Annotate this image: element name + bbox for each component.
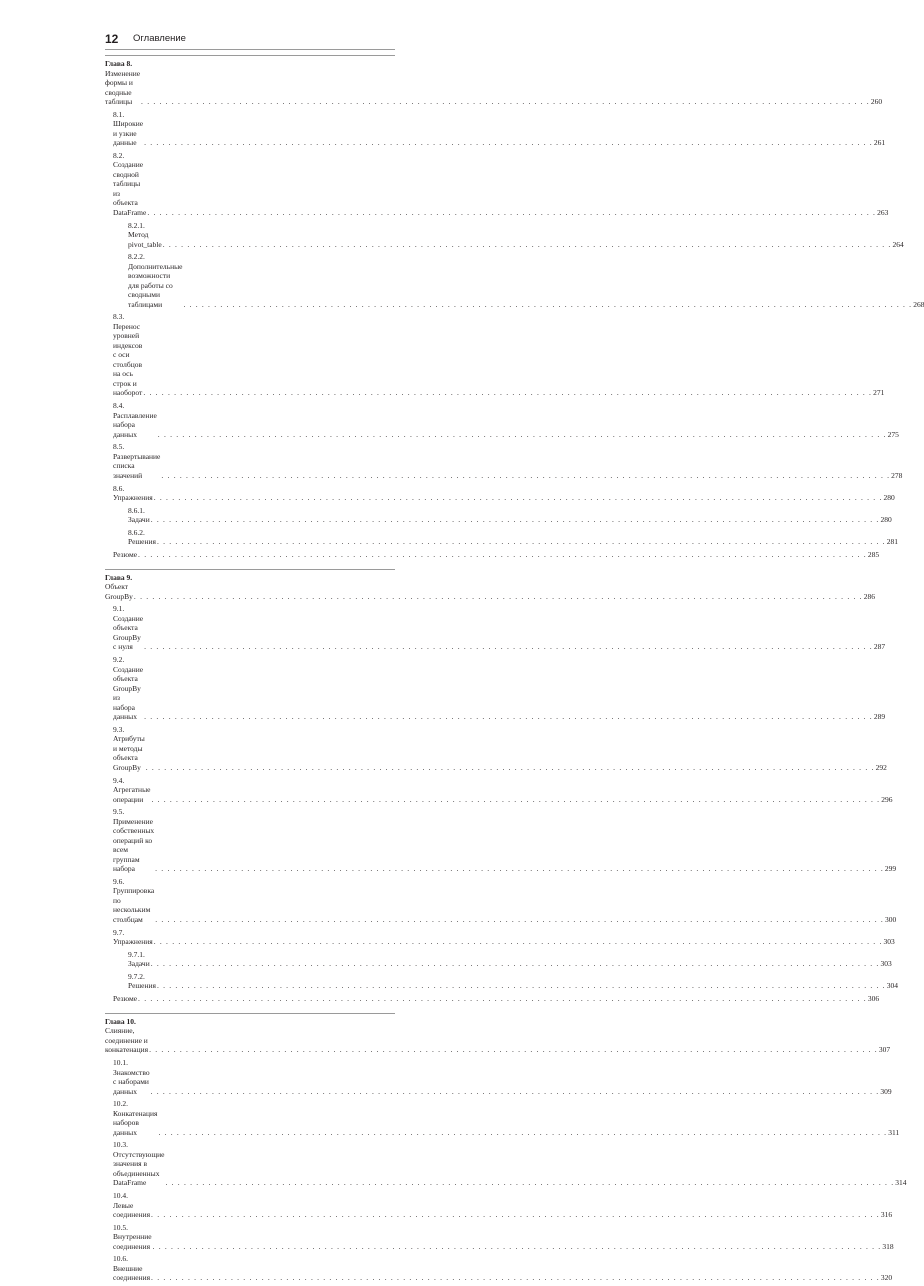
dot-leader — [156, 981, 887, 991]
header-rule — [105, 49, 395, 50]
toc-page-number: 278 — [891, 470, 903, 480]
dot-leader — [153, 493, 884, 503]
toc-page-number: 286 — [863, 591, 875, 601]
dot-leader — [153, 937, 884, 947]
chapter-title: Объект GroupBy — [105, 582, 133, 601]
dot-leader — [148, 1045, 879, 1055]
dot-leader — [143, 642, 874, 652]
toc-section-entry[interactable] — [105, 312, 885, 398]
toc-page-number: 303 — [880, 959, 892, 969]
toc-entry-title — [105, 1017, 148, 1055]
toc-page-number: 280 — [883, 493, 895, 502]
toc-chapter-entry[interactable] — [105, 59, 883, 107]
toc-section-entry[interactable] — [105, 550, 880, 560]
toc-page-number: 320 — [880, 1273, 893, 1283]
toc-entry-title — [105, 59, 140, 107]
toc-section-entry[interactable] — [105, 1058, 892, 1096]
toc-entry-title: 9.7. Упражнения — [113, 927, 153, 947]
dot-leader — [152, 1242, 883, 1252]
dot-leader — [150, 1087, 881, 1097]
toc-chapter-entry[interactable] — [105, 572, 875, 602]
toc-section-entry[interactable] — [105, 876, 897, 925]
toc-section-entry[interactable] — [105, 724, 887, 773]
toc-page-number: 300 — [885, 914, 897, 924]
toc-section-entry[interactable] — [105, 1191, 893, 1220]
toc-section-entry[interactable] — [105, 807, 897, 874]
toc-page-number: 318 — [882, 1241, 894, 1251]
toc-entry-title: 9.5. Применение собственных операций ко всем группам набора — [113, 807, 155, 874]
dot-leader — [160, 471, 891, 481]
toc-entry-title: 8.2.1. Метод pivot_table — [128, 220, 162, 249]
toc-entry-title: 10.5. Внутренние соединения — [113, 1222, 152, 1251]
toc-section-entry[interactable] — [105, 655, 886, 722]
toc-page-number: 261 — [873, 138, 886, 148]
toc-section-entry[interactable] — [105, 604, 886, 652]
toc-page-number: 303 — [883, 937, 895, 947]
toc-section-entry[interactable] — [105, 775, 893, 805]
toc-section-entry[interactable] — [105, 1254, 893, 1283]
toc-page-number: 263 — [877, 207, 889, 217]
toc-page-number: 287 — [873, 642, 886, 652]
toc-entry-title: 8.2. Создание сводной таблицы из объекта DataFrame — [113, 150, 147, 217]
toc-entry-title: 8.4. Расплавление набора данных — [113, 401, 157, 439]
page-number: 12 — [105, 32, 119, 46]
dot-leader — [150, 1273, 881, 1283]
dot-leader — [154, 864, 885, 874]
dot-leader — [150, 795, 881, 805]
table-of-contents — [105, 55, 924, 1286]
toc-entry-title: 8.1. Широкие и узкие данные — [113, 109, 144, 148]
dot-leader — [182, 300, 913, 310]
dot-leader — [137, 994, 868, 1004]
toc-page-number: 281 — [886, 537, 899, 547]
toc-page-number: 268 — [913, 299, 924, 309]
dot-leader — [157, 430, 888, 440]
toc-entry-title: 9.1. Создание объекта GroupBy с нуля — [113, 604, 144, 652]
dot-leader — [156, 537, 887, 547]
dot-leader — [133, 592, 864, 602]
chapter-title: Изменение формы и сводные таблицы — [105, 68, 141, 106]
toc-page-number: 296 — [881, 794, 893, 804]
toc-chapter-entry[interactable] — [105, 1016, 891, 1055]
toc-page-number: 314 — [895, 1178, 907, 1188]
toc-entry-title: 9.2. Создание объекта GroupBy из набора данных — [113, 655, 144, 722]
toc-section-entry[interactable] — [105, 949, 892, 969]
toc-section-entry[interactable] — [105, 1222, 894, 1252]
dot-leader — [146, 208, 877, 218]
toc-section-entry[interactable] — [105, 994, 880, 1004]
toc-page-number: 311 — [888, 1127, 900, 1137]
toc-page-number: 271 — [873, 388, 885, 398]
chapter-title: Слияние, соединение и конкатенация — [105, 1026, 149, 1055]
toc-entry-title: 9.3. Атрибуты и методы объекта GroupBy — [113, 724, 145, 772]
running-head: Оглавление — [133, 33, 186, 44]
dot-leader — [157, 1128, 888, 1138]
toc-entry-title: 10.4. Левые соединения — [113, 1191, 151, 1220]
dot-leader — [137, 550, 868, 560]
toc-entry-title — [105, 573, 133, 602]
dot-leader — [145, 763, 876, 773]
toc-entry-title: Резюме — [113, 550, 138, 560]
toc-entry-title: 8.6. Упражнения — [113, 483, 153, 502]
dot-leader — [165, 1178, 896, 1188]
toc-entry-title: 8.3. Перенос уровней индексов с оси столбцов на ось строк и наоборот — [113, 312, 143, 398]
toc-entry-title: 10.6. Внешние соединения — [113, 1254, 151, 1283]
dot-leader — [162, 240, 893, 250]
toc-entry-title: Резюме — [113, 994, 138, 1004]
dot-leader — [154, 915, 885, 925]
toc-page-number: 260 — [870, 97, 883, 106]
toc-section-entry[interactable] — [105, 109, 886, 148]
toc-section-entry[interactable] — [105, 150, 889, 218]
toc-section-entry[interactable] — [105, 252, 924, 309]
toc-page-number: 316 — [880, 1210, 893, 1220]
toc-section-entry[interactable] — [105, 1140, 907, 1188]
toc-page-number: 289 — [873, 712, 886, 722]
toc-section-entry[interactable] — [105, 220, 904, 250]
toc-page-number: 264 — [892, 239, 904, 249]
toc-entry-title: 8.6.2. Решения — [128, 527, 156, 547]
page-header — [105, 32, 395, 48]
toc-section-entry[interactable] — [105, 927, 895, 947]
dot-leader — [143, 138, 874, 148]
toc-page-number: 299 — [884, 864, 897, 874]
toc-section-entry[interactable] — [105, 442, 903, 480]
toc-entry-title: 9.7.1. Задачи — [128, 949, 150, 969]
toc-section-entry[interactable] — [105, 971, 899, 991]
toc-entry-title: 10.1. Знакомство с наборами данных — [113, 1058, 150, 1096]
dot-leader — [140, 97, 871, 107]
chapter-label: Глава 9. — [105, 572, 133, 582]
toc-page-number: 280 — [880, 515, 892, 525]
toc-section-entry[interactable] — [105, 527, 899, 547]
dot-leader — [150, 959, 881, 969]
toc-entry-title: 9.7.2. Решения — [128, 971, 156, 991]
toc-entry-title: 10.2. Конкатенация наборов данных — [113, 1099, 158, 1137]
toc-section-entry[interactable] — [105, 401, 899, 439]
toc-page-number: 309 — [880, 1086, 892, 1096]
dot-leader — [142, 388, 873, 398]
toc-entry-title: 8.5. Развертывание списка значений — [113, 442, 161, 480]
toc-entry-title: 8.6.1. Задачи — [128, 505, 150, 525]
chapter-label: Глава 10. — [105, 1016, 136, 1026]
dot-leader — [150, 1210, 881, 1220]
toc-page-number: 306 — [867, 994, 880, 1004]
dot-leader — [143, 712, 874, 722]
toc-entry-title: 9.6. Группировка по нескольким столбцам — [113, 876, 155, 924]
toc-entry-title: 9.4. Агрегатные операции — [113, 775, 151, 804]
dot-leader — [150, 515, 881, 525]
toc-section-entry[interactable] — [105, 483, 895, 503]
toc-entry-title: 10.3. Отсутствующие значения в объединенных DataFrame — [113, 1140, 165, 1188]
toc-page-number: 304 — [886, 981, 899, 991]
toc-page-number: 275 — [887, 429, 899, 439]
toc-page-number: 285 — [867, 550, 880, 560]
toc-section-entry[interactable] — [105, 1099, 900, 1137]
toc-section-entry[interactable] — [105, 505, 892, 525]
toc-page-number: 307 — [878, 1045, 891, 1055]
toc-entry-title: 8.2.2. Дополнительные возможности для работы со сводными таблицами — [128, 252, 183, 309]
toc-page-number: 292 — [875, 762, 887, 772]
chapter-label: Глава 8. — [105, 59, 133, 68]
